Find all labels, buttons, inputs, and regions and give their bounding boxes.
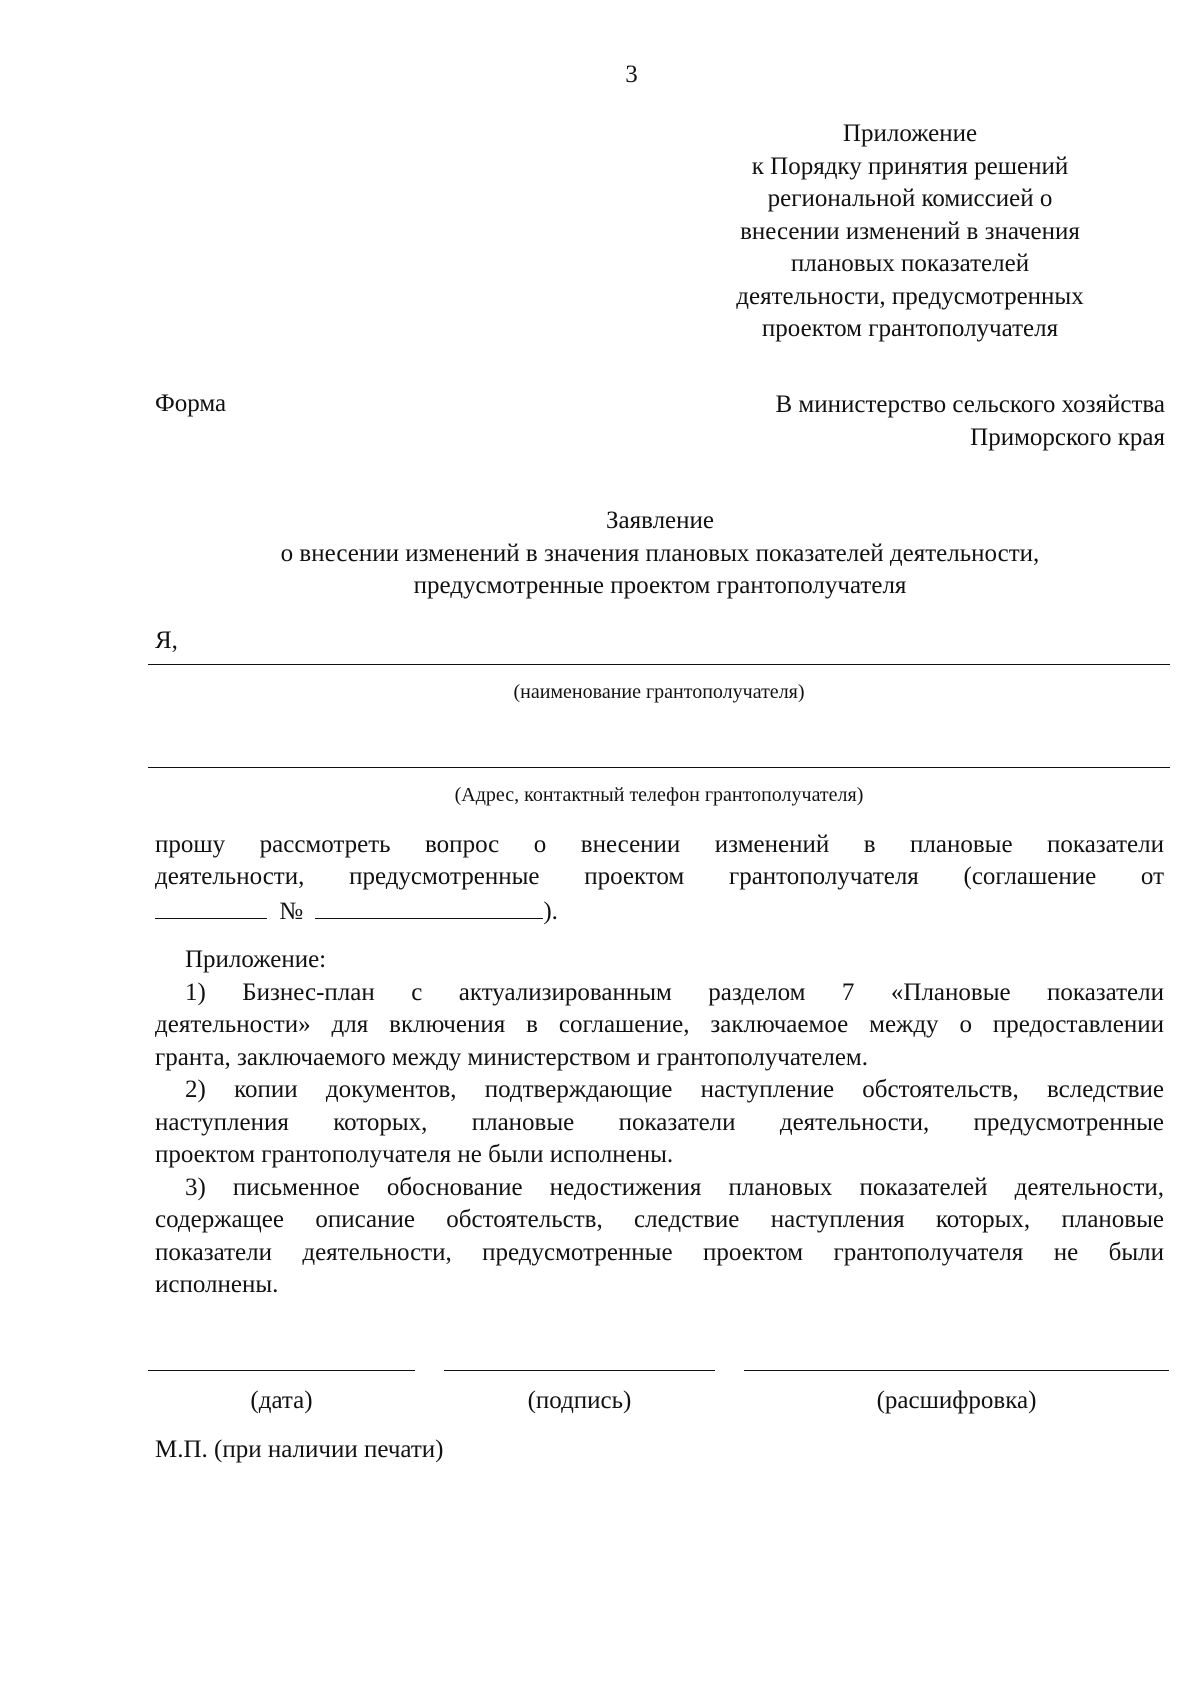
addressee-line: Приморского края — [970, 424, 1165, 451]
request-closing: ). — [543, 898, 558, 925]
signature-line — [444, 1370, 715, 1371]
request-line: деятельности, предусмотренные проектом грантополучателя (соглашение от — [155, 863, 1164, 890]
appendix-line: проектом грантополучателя — [761, 315, 1059, 342]
stamp-note: М.П. (при наличии печати) — [155, 1436, 444, 1463]
attachment-line: 3) письменное обоснование недостижения плановых показателей деятельности, — [185, 1174, 1164, 1201]
agreement-date-blank — [155, 894, 267, 919]
appendix-line: к Порядку принятия решений — [751, 152, 1069, 180]
addressee-line: В министерство сельского хозяйства — [775, 391, 1165, 418]
agreement-number-blank — [315, 894, 543, 919]
form-label: Форма — [155, 390, 227, 417]
page-number: 3 — [625, 61, 638, 88]
decoding-signature-line — [744, 1370, 1169, 1371]
attachment-line: проектом грантополучателя не были исполнены. — [155, 1141, 674, 1168]
appendix-line: плановых показателей — [790, 250, 1030, 277]
applicant-address-line — [148, 767, 1170, 768]
attachment-line: 1) Бизнес-план с актуализированным разделом 7 «Плановые показатели — [185, 979, 1164, 1006]
title-line: предусмотренные проектом грантополучателя — [413, 572, 907, 599]
attachment-line: исполнены. — [155, 1271, 279, 1298]
appendix-line: деятельности, предусмотренных — [736, 282, 1084, 310]
decoding-caption: (расшифровка) — [876, 1387, 1037, 1414]
applicant-address-caption: (Адрес, контактный телефон грантополучателя) — [454, 784, 864, 806]
date-caption: (дата) — [250, 1387, 313, 1414]
attachment-line: 2) копии документов, подтверждающие наступление обстоятельств, вследствие — [185, 1076, 1164, 1103]
applicant-name-caption: (наименование грантополучателя) — [513, 681, 805, 703]
document-title — [150, 505, 1170, 603]
request-line-agreement — [155, 894, 1164, 927]
applicant-prefix: Я, — [155, 627, 178, 654]
attachment-line: показатели деятельности, предусмотренные проектом грантополучателя не были — [155, 1239, 1164, 1266]
title-line: Заявление — [605, 507, 715, 534]
request-line: прошу рассмотреть вопрос о внесении изменений в плановые показатели — [155, 831, 1164, 858]
attachment-line: содержащее описание обстоятельств, следствие наступления которых, плановые — [155, 1206, 1164, 1233]
attachment-line: наступления которых, плановые показатели деятельности, предусмотренные — [155, 1109, 1164, 1136]
applicant-name-line — [148, 664, 1170, 665]
date-signature-line — [148, 1370, 415, 1371]
appendix-line: Приложение — [842, 120, 978, 147]
number-sign: № — [279, 898, 304, 925]
appendix-line: внесении изменений в значения — [740, 217, 1080, 245]
attachments-heading: Приложение: — [185, 946, 327, 973]
appendix-line: региональной комиссией о — [767, 185, 1053, 212]
title-line: о внесении изменений в значения плановых показателей деятельности, — [280, 539, 1040, 567]
appendix-header — [700, 118, 1120, 346]
signature-caption: (подпись) — [527, 1387, 632, 1414]
addressee — [650, 388, 1165, 454]
attachment-line: гранта, заключаемого между министерством и грантополучателем. — [155, 1044, 868, 1071]
attachment-line: деятельности» для включения в соглашение, заключаемое между о предоставлении — [155, 1011, 1164, 1038]
